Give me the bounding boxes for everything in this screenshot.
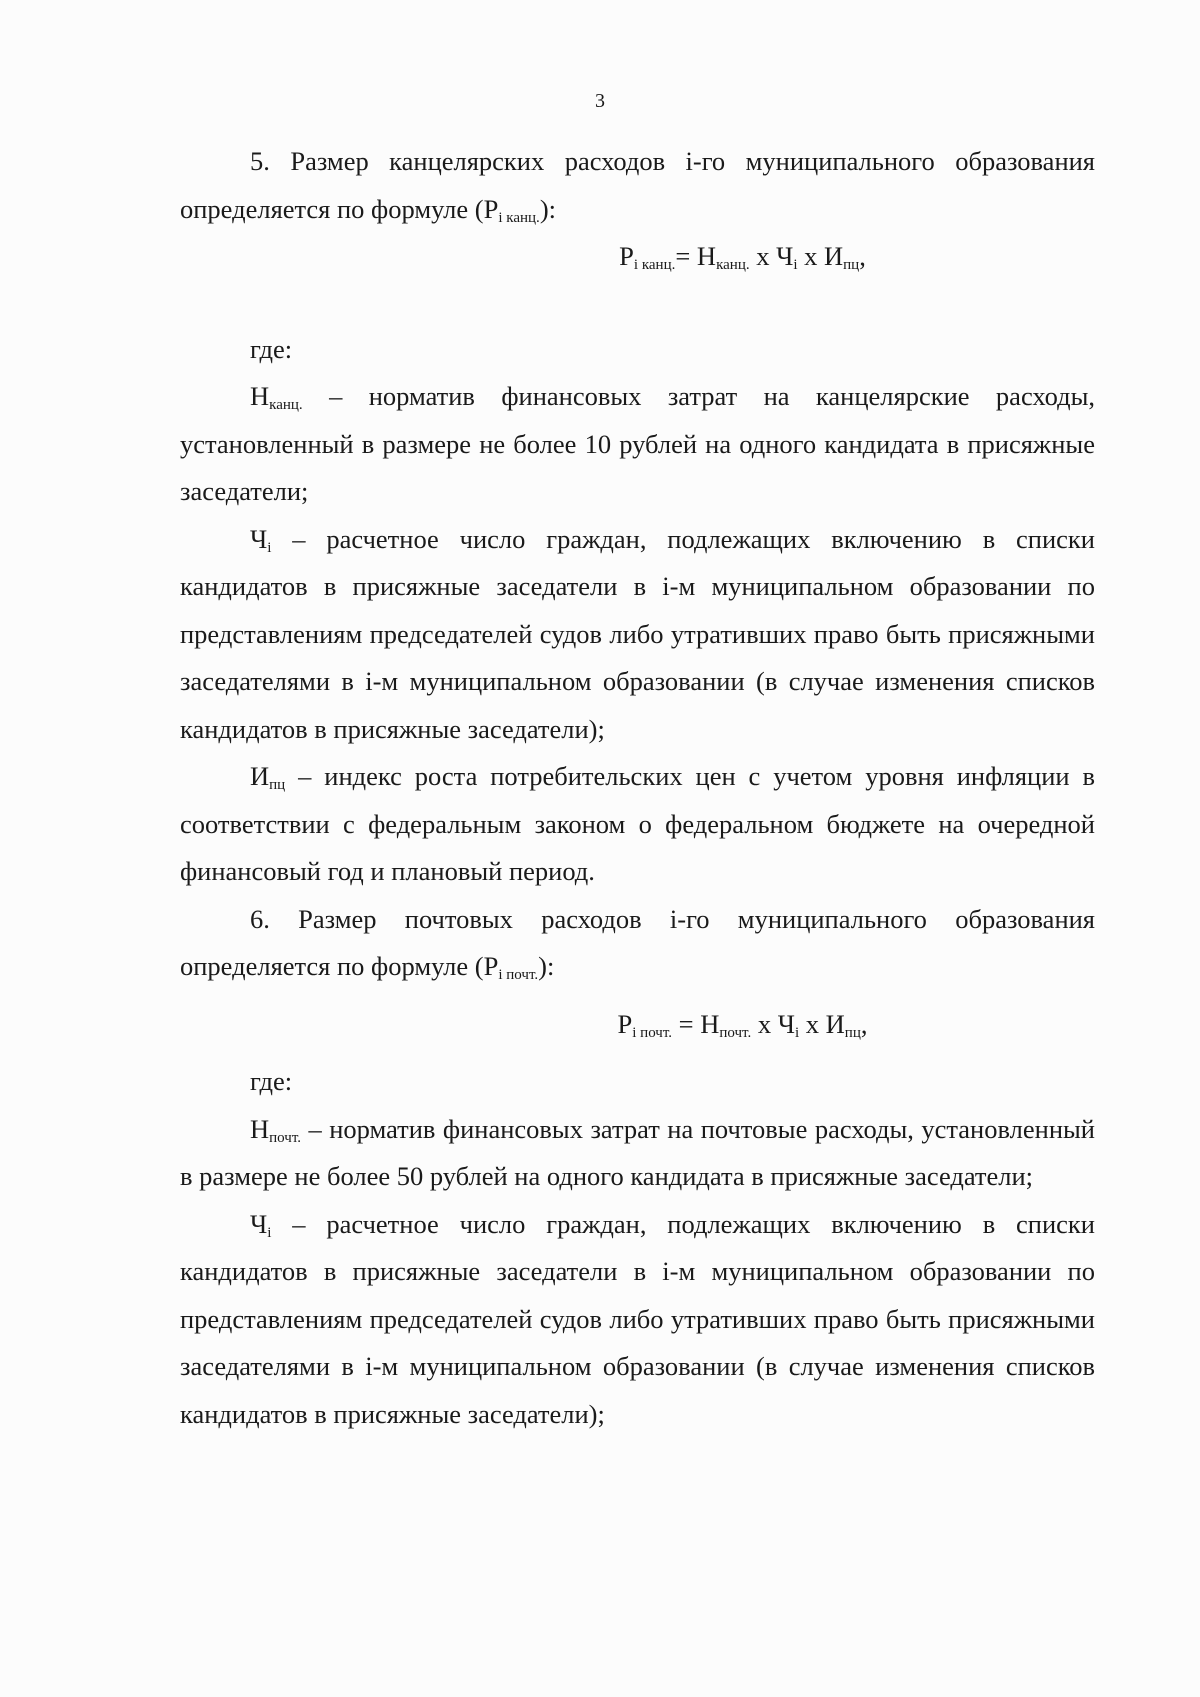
- where-label-5: где:: [250, 333, 293, 364]
- document-body: [180, 138, 1095, 1438]
- formula-kants: $Р_{i канц.}= Н_{канц.}$ х $Ч_i$ х $И_{пц}$,: [619, 241, 866, 273]
- section-5-intro: 5. Размер канцелярских расходов i-го муниципального образования определяется по формуле $(Р_{i канц.})$:: [180, 146, 1095, 226]
- definition-ipts: $И_{пц}$ – индекс роста потребительских цен с учетом уровня инфляции в соответствии с федеральным законом о федеральном бюджете на очередной финансовый год и плановый период.: [180, 761, 1095, 886]
- section-6-intro: 6. Размер почтовых расходов i-го муниципального образования определяется по формуле $(Р_{i почт.})$:: [180, 903, 1095, 983]
- formula-pocht: $Р_{i почт.} = Н_{почт.}$ х $Ч_i$ х $И_{пц}$,: [617, 1008, 868, 1041]
- definition-n-pocht: $Н_{почт.}$ – норматив финансовых затрат на почтовые расходы, установленный в размере не более 50 рублей на одного кандидата в присяжные заседатели;: [180, 1113, 1095, 1191]
- definition-ch-6: $Ч_i$ – расчетное число граждан, подлежащих включению в списки кандидатов в присяжные заседатели в i-м муниципальном образовании по представлениям председателей судов либо утративших право быть присяжными заседателями в i-м муниципальном образовании (в случае изменения списков кандидатов в присяжные заседатели);: [180, 1208, 1095, 1429]
- definition-n-kants: $Н_{канц.}$ – норматив финансовых затрат на канцелярские расходы, установленный в размере не более 10 рублей на одного кандидата в присяжные заседатели;: [180, 381, 1095, 506]
- where-label-6: где:: [250, 1066, 293, 1096]
- page-number: 3: [595, 90, 605, 112]
- definition-ch-5: $Ч_i$ – расчетное число граждан, подлежащих включению в списки кандидатов в присяжные заседатели в i-м муниципальном образовании по представлениям председателей судов либо утративших право быть присяжными заседателями в i-м муниципальном образовании (в случае изменения списков кандидатов в присяжные заседатели);: [180, 523, 1095, 744]
